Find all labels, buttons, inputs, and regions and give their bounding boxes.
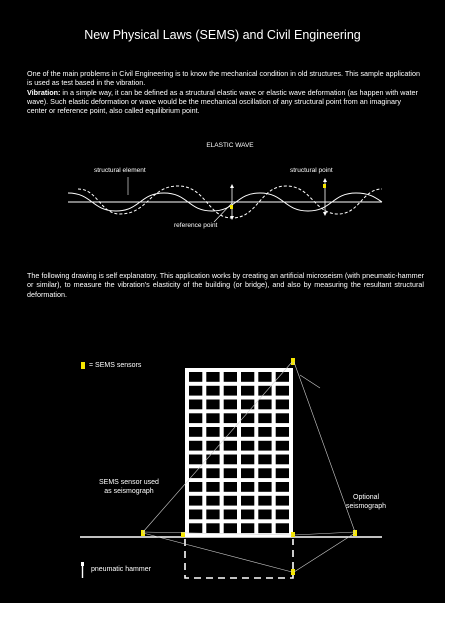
building-window (241, 496, 254, 506)
label-seismograph: SEMS sensor used as seismograph (99, 479, 159, 495)
building-window (189, 510, 202, 520)
building-window (241, 441, 254, 451)
vibration-text: in a simple way, it can be defined as a structural elastic wave or elastic wave deformation (as happen with water wave). Such elastic deformation or wave would be the mechanical oscillation of any structural point from an imaginary center or reference point, also called equilibrium point. (27, 87, 418, 116)
building-window (189, 468, 202, 478)
paragraph-two: The following drawing is self explanatory. This application works by creating an artificial microseism (with pneumatic-hammer or similar), to measure the vibration's elasticity of the building (or bridge), and also by measuring the resultant structural deformation. (27, 271, 424, 299)
building-window (241, 510, 254, 520)
building-window (189, 427, 202, 437)
building-window (206, 441, 219, 451)
arrow-head-up (230, 184, 234, 188)
building-window (258, 510, 271, 520)
wave-diagram-title: ELASTIC WAVE (206, 142, 254, 149)
building-window (224, 482, 237, 492)
building-window (258, 455, 271, 465)
building-window (241, 386, 254, 396)
building-window (241, 372, 254, 382)
building-window (189, 400, 202, 410)
building-window (206, 386, 219, 396)
building-window (276, 427, 289, 437)
page-title: New Physical Laws (SEMS) and Civil Engineering (84, 28, 361, 42)
building-window (258, 482, 271, 492)
building-window (241, 427, 254, 437)
building-window (276, 455, 289, 465)
building-window (258, 427, 271, 437)
building-window (206, 400, 219, 410)
building-window (276, 496, 289, 506)
legend-sensor-icon (81, 362, 85, 369)
building-window (258, 496, 271, 506)
building-window (276, 386, 289, 396)
building-window (224, 468, 237, 478)
arrow-head-up-right (323, 178, 327, 182)
building-window (206, 427, 219, 437)
building-window (224, 523, 237, 533)
building-window (241, 468, 254, 478)
label-reference-point: reference point (174, 222, 218, 229)
building-window (206, 482, 219, 492)
building-window (189, 496, 202, 506)
building-window (276, 400, 289, 410)
building-frame (185, 368, 293, 537)
building-window (206, 496, 219, 506)
building-window (206, 468, 219, 478)
building-window (258, 413, 271, 423)
building-window (276, 441, 289, 451)
building-window (258, 523, 271, 533)
building-window (276, 482, 289, 492)
building-window (224, 510, 237, 520)
building-window (241, 455, 254, 465)
foundation-outline (185, 539, 293, 578)
wave-sensor-marker (230, 205, 233, 209)
label-pneumatic-hammer: pneumatic hammer (91, 566, 151, 573)
building-window (258, 468, 271, 478)
building-window (241, 400, 254, 410)
building-window (189, 441, 202, 451)
building-window (189, 523, 202, 533)
building-window (258, 441, 271, 451)
building-window (206, 413, 219, 423)
building-window (276, 372, 289, 382)
building-window (189, 455, 202, 465)
legend-sems-label: = SEMS sensors (89, 362, 142, 369)
building-window (224, 496, 237, 506)
building-window (224, 372, 237, 382)
intro-line1: One of the main problems in Civil Engineering is to know the mechanical condition in old structures. This sample application is used as test based in the vibration. (27, 69, 420, 88)
building-window (224, 386, 237, 396)
building-window (189, 386, 202, 396)
building-window (189, 372, 202, 382)
building-window (276, 468, 289, 478)
arrow-head-down-right (323, 212, 327, 216)
building-window (224, 441, 237, 451)
building-window (206, 372, 219, 382)
building-window (224, 455, 237, 465)
building-window (189, 413, 202, 423)
building-window (189, 482, 202, 492)
building-window (206, 455, 219, 465)
wave-sensor-marker-2 (323, 184, 326, 188)
building-window (276, 510, 289, 520)
building-window (241, 482, 254, 492)
building-window (224, 413, 237, 423)
hammer-icon (81, 562, 84, 566)
base-sensor-right (291, 532, 295, 537)
building-window (258, 372, 271, 382)
building-window (258, 400, 271, 410)
building-window (206, 523, 219, 533)
label-optional-seismograph: Optional seismograph (346, 494, 387, 510)
building-window (241, 523, 254, 533)
building-window (224, 400, 237, 410)
label-structural-element: structural element (94, 167, 146, 174)
vibration-label: Vibration: (27, 87, 61, 97)
building-window (206, 510, 219, 520)
building-window (276, 413, 289, 423)
label-structural-point: structural point (290, 167, 333, 174)
building-window (276, 523, 289, 533)
